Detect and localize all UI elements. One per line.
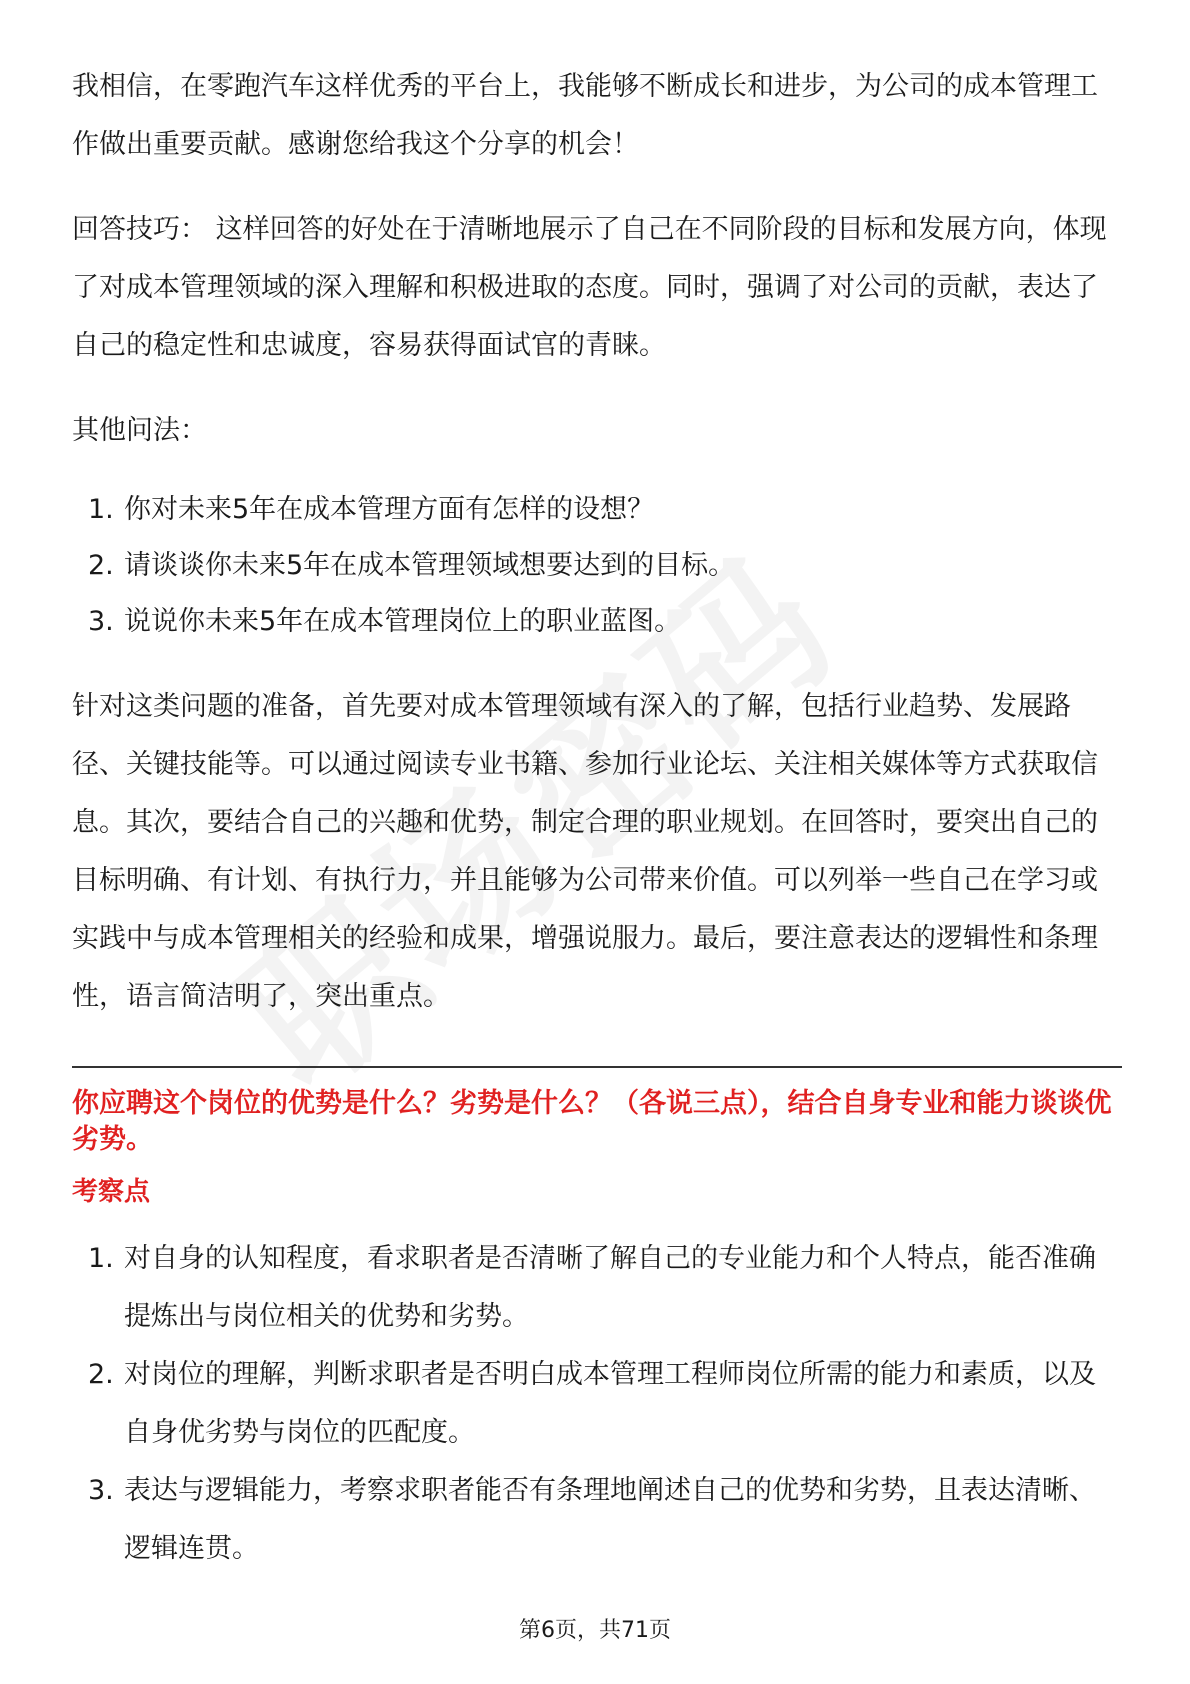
list-number: 1. bbox=[88, 494, 114, 525]
question-title: 你应聘这个岗位的优势是什么？劣势是什么？（各说三点），结合自身专业和能力谈谈优劣势。 bbox=[72, 1088, 1112, 1155]
closing-paragraph: 我相信，在零跑汽车这样优秀的平台上，我能够不断成长和进步，为公司的成本管理工作做出重要贡献。感谢您给我这个分享的机会！ bbox=[72, 71, 1098, 160]
assessment-points-heading: 考察点 bbox=[72, 1177, 151, 1207]
preparation-paragraph: 针对这类问题的准备，首先要对成本管理领域有深入的了解，包括行业趋势、发展路径、关键技能等。可以通过阅读专业书籍、参加行业论坛、关注相关媒体等方式获取信息。其次，要结合自己的兴趣和优势，制定合理的职业规划。在回答时，要突出自己的目标明确、有计划、有执行力，并且能够为公司带来价值。可以列举一些自己在学习或实践中与成本管理相关的经验和成果，增强说服力。最后，要注意表达的逻辑性和条理性，语言简洁明了，突出重点。 bbox=[72, 691, 1098, 1012]
other-questions-list bbox=[72, 482, 1122, 650]
list-number: 2. bbox=[88, 1359, 114, 1390]
assessment-points-list bbox=[72, 1230, 1122, 1578]
list-item bbox=[72, 538, 1122, 594]
list-item bbox=[72, 1346, 1122, 1462]
list-item-text: 对自身的认知程度，看求职者是否清晰了解自己的专业能力和个人特点，能否准确提炼出与岗位相关的优势和劣势。 bbox=[124, 1243, 1096, 1332]
list-item bbox=[72, 594, 1122, 650]
list-number: 2. bbox=[88, 550, 114, 581]
section-divider bbox=[72, 1066, 1122, 1068]
list-number: 3. bbox=[88, 1475, 114, 1506]
answer-tips-paragraph: 回答技巧： 这样回答的好处在于清晰地展示了自己在不同阶段的目标和发展方向，体现了对成本管理领域的深入理解和积极进取的态度。同时，强调了对公司的贡献，表达了自己的稳定性和忠诚度，容易获得面试官的青睐。 bbox=[72, 214, 1107, 361]
other-questions-heading: 其他问法： bbox=[72, 415, 207, 446]
list-item-text: 你对未来5年在成本管理方面有怎样的设想？ bbox=[124, 494, 655, 525]
list-item-text: 表达与逻辑能力，考察求职者能否有条理地阐述自己的优势和劣势，且表达清晰、逻辑连贯。 bbox=[124, 1475, 1096, 1564]
list-item bbox=[72, 1230, 1122, 1346]
list-item-text: 说说你未来5年在成本管理岗位上的职业蓝图。 bbox=[124, 606, 682, 637]
list-item-text: 对岗位的理解，判断求职者是否明白成本管理工程师岗位所需的能力和素质，以及自身优劣势与岗位的匹配度。 bbox=[124, 1359, 1096, 1448]
list-item bbox=[72, 482, 1122, 538]
list-number: 1. bbox=[88, 1243, 114, 1274]
list-item-text: 请谈谈你未来5年在成本管理领域想要达到的目标。 bbox=[124, 550, 736, 581]
list-item bbox=[72, 1462, 1122, 1578]
document-body bbox=[72, 58, 1122, 1578]
page-footer: 第6页，共71页 bbox=[519, 1618, 671, 1643]
list-number: 3. bbox=[88, 606, 114, 637]
